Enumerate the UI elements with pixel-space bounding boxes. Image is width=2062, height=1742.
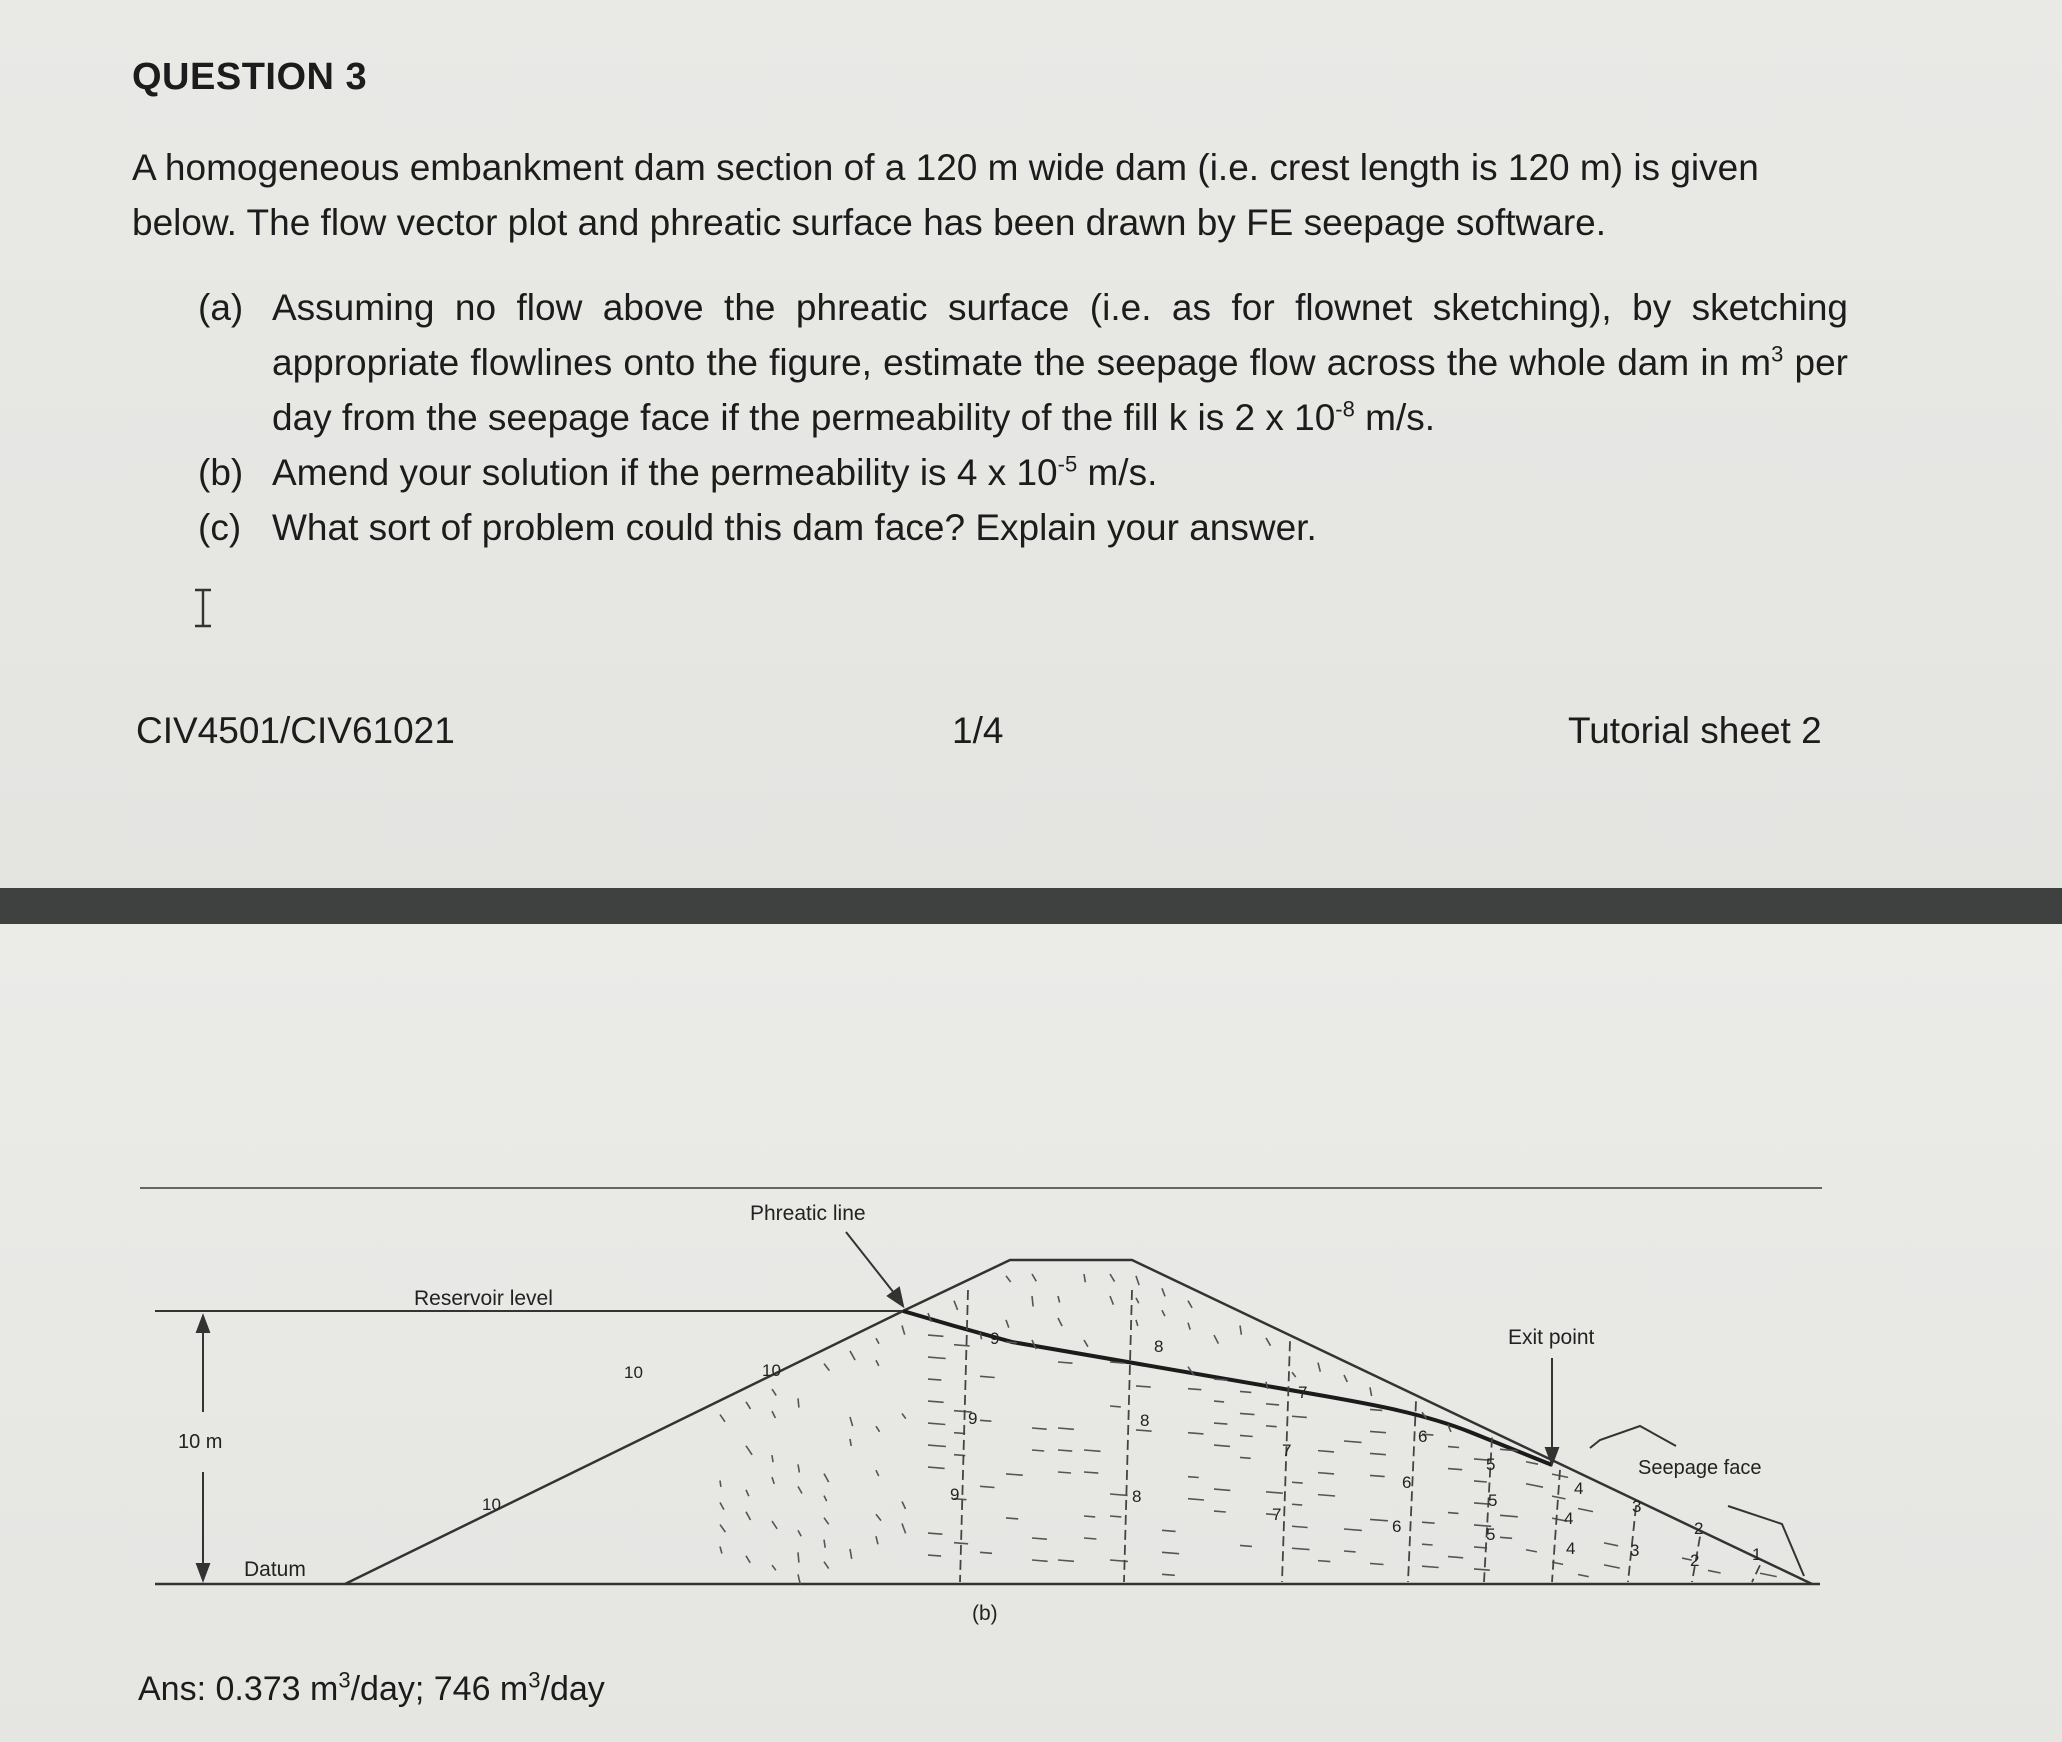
flow-vector-arrow <box>1162 1288 1165 1296</box>
flow-vector-arrow <box>1136 1386 1151 1387</box>
question-intro: A homogeneous embankment dam section of a 120 m wide dam (i.e. crest length is 120 m) is given below. The flow vector plot and phreatic surface has been drawn by FE seepage software. <box>132 147 1759 243</box>
part-b-text <box>272 445 1848 500</box>
flow-vector-arrow <box>902 1325 905 1334</box>
dam-outline <box>345 1260 1812 1584</box>
flow-vector-arrow <box>1110 1494 1128 1495</box>
flow-vector-arrow <box>1448 1469 1462 1470</box>
flow-vector-arrow <box>1292 1504 1302 1505</box>
dam-seepage-figure <box>0 1160 2062 1660</box>
answer-sup-2: 3 <box>528 1667 541 1693</box>
flow-vector-arrow <box>1162 1310 1165 1316</box>
flow-vector-arrow <box>850 1351 855 1360</box>
flow-vector-arrow <box>720 1547 722 1554</box>
flow-vector-arrow <box>954 1543 968 1544</box>
flow-vector-arrow <box>928 1467 945 1468</box>
flow-vector-arrow <box>1318 1363 1320 1372</box>
flow-vector-arrow <box>1058 1318 1062 1326</box>
equipotential-lines <box>960 1290 1760 1582</box>
flow-vector-arrow <box>1214 1423 1227 1424</box>
head-label: 4 <box>1564 1509 1574 1528</box>
flow-vector-arrow <box>876 1514 881 1520</box>
flow-vector-arrow <box>1344 1441 1362 1442</box>
flow-vector-arrow <box>1370 1475 1385 1476</box>
head-labels <box>482 1329 1761 1570</box>
phreatic-line <box>903 1311 1552 1465</box>
flow-vector-arrow <box>1188 1323 1190 1330</box>
seepage-face-bracket <box>1590 1426 1676 1448</box>
flow-vector-arrow <box>1032 1428 1047 1429</box>
flow-vector-arrow <box>928 1533 942 1534</box>
flow-vector-arrow <box>746 1512 751 1520</box>
head-label: 4 <box>1574 1479 1584 1498</box>
flow-vector-arrow <box>1214 1335 1218 1344</box>
part-c-label: (c) <box>198 507 242 548</box>
part-b <box>198 445 1848 500</box>
flow-vector-arrow <box>772 1455 773 1462</box>
flow-vector-arrow <box>772 1565 776 1570</box>
flow-vector-arrow <box>824 1540 825 1548</box>
flow-vector-arrow <box>1344 1551 1356 1552</box>
flow-vector-arrow <box>1370 1453 1386 1454</box>
head-label: 9 <box>950 1485 960 1504</box>
flow-vector-arrow <box>1474 1569 1490 1570</box>
flow-vector-arrow <box>1032 1560 1048 1561</box>
flow-vector-arrow <box>1162 1574 1175 1575</box>
flow-vector-arrow <box>1474 1503 1489 1504</box>
flow-vector-arrow <box>720 1503 724 1510</box>
flow-vector-arrow <box>1318 1451 1334 1452</box>
flow-vector-arrow <box>954 1301 958 1310</box>
part-a-label: (a) <box>198 287 244 328</box>
flow-vector-arrow <box>1708 1570 1721 1573</box>
flow-vector-arrow <box>720 1415 725 1422</box>
part-c-text: What sort of problem could this dam face? Explain your answer. <box>272 507 1317 548</box>
head-label: 1 <box>1752 1545 1762 1564</box>
figure-caption: (b) <box>972 1602 998 1625</box>
flow-vector-arrow <box>1500 1515 1518 1516</box>
part-b-sup-1: -5 <box>1057 451 1078 477</box>
flow-vector-arrow <box>772 1389 776 1395</box>
head-label: 4 <box>1566 1539 1576 1558</box>
flow-vector-arrow <box>980 1486 995 1487</box>
flow-vector-arrow <box>1006 1342 1017 1343</box>
flow-vector-arrow <box>1370 1519 1388 1520</box>
flow-vector-arrow <box>1292 1416 1307 1417</box>
flow-vector-arrow <box>824 1518 829 1525</box>
flow-vector-arrow <box>1136 1276 1139 1285</box>
flow-vector-arrow <box>980 1420 991 1421</box>
flow-vector-arrow <box>1006 1474 1023 1475</box>
part-a-sup-1: 3 <box>1771 341 1784 367</box>
flow-vector-arrow <box>1422 1544 1433 1545</box>
flow-vector-arrow <box>980 1552 992 1553</box>
part-b-text-1: Amend your solution if the permeability is 4 x 10 <box>272 452 1058 493</box>
flow-vector-arrow <box>1266 1492 1283 1493</box>
flow-vector-arrow <box>824 1364 829 1371</box>
flow-vector-arrow <box>1448 1447 1459 1448</box>
flow-vector-arrow <box>720 1481 721 1487</box>
flow-vector-arrow <box>1552 1496 1566 1499</box>
flow-vector-arrow <box>902 1501 906 1508</box>
flow-vector-arrow <box>1344 1375 1347 1382</box>
datum-label: Datum <box>244 1558 306 1581</box>
flow-vector-arrow <box>1266 1338 1271 1346</box>
flow-vector-arrow <box>902 1523 906 1533</box>
answer-sup-1: 3 <box>338 1667 351 1693</box>
head-label: 6 <box>1392 1517 1402 1536</box>
head-label: 2 <box>1690 1551 1700 1570</box>
flow-vector-arrow <box>876 1536 878 1544</box>
flow-vector-arrow <box>1214 1401 1224 1402</box>
head-label: 9 <box>968 1409 978 1428</box>
answer-line <box>138 1667 605 1709</box>
footer-sheet-title: Tutorial sheet 2 <box>1568 710 1822 751</box>
flow-vector-arrow <box>1058 1472 1071 1473</box>
flow-vector-arrow <box>1110 1296 1113 1305</box>
head-label: 5 <box>1486 1525 1496 1544</box>
flow-vector-arrow <box>876 1338 879 1343</box>
head-label: 5 <box>1488 1491 1498 1510</box>
part-a <box>198 280 1848 445</box>
phreatic-line-label: Phreatic line <box>750 1202 866 1225</box>
flow-vector-arrow <box>824 1562 829 1569</box>
flow-vector-arrow <box>1266 1404 1279 1405</box>
flow-vector-arrow <box>1526 1462 1538 1464</box>
flow-vector-arrow <box>1136 1320 1138 1326</box>
flow-vector-arrow <box>746 1490 749 1496</box>
head-label: 7 <box>1298 1383 1308 1402</box>
flow-vector-arrow <box>1058 1362 1073 1363</box>
part-a-text <box>272 280 1848 445</box>
head-label: 8 <box>1154 1337 1164 1356</box>
flow-vector-arrow <box>1448 1557 1463 1558</box>
flow-vector-arrow <box>1344 1529 1362 1530</box>
equipotential-line <box>1752 1565 1760 1582</box>
flow-vector-arrow <box>1318 1473 1334 1474</box>
flow-vector-arrow <box>1214 1445 1230 1446</box>
flow-vector-arrow <box>1032 1296 1033 1306</box>
flow-vector-arrow <box>1084 1450 1101 1451</box>
flow-vector-arrow <box>772 1477 774 1484</box>
flow-vector-arrow <box>1058 1428 1074 1429</box>
flow-vector-arrow <box>1240 1413 1255 1414</box>
flow-vector-arrow <box>1058 1560 1074 1561</box>
flow-vector-arrow <box>1162 1530 1176 1531</box>
question-title: QUESTION 3 <box>132 56 368 98</box>
part-a-text-3: m/s. <box>1354 397 1436 438</box>
flow-vector-arrow <box>1136 1430 1152 1431</box>
seepage-face-label: Seepage face <box>1638 1457 1762 1479</box>
flow-vector-arrow <box>1240 1391 1251 1392</box>
flow-vector-arrow <box>928 1335 943 1336</box>
flow-vector-arrow <box>1318 1561 1330 1562</box>
flow-vector-arrow <box>1032 1274 1036 1281</box>
head-label: 6 <box>1418 1427 1428 1446</box>
flow-vector-arrow <box>928 1445 946 1446</box>
flow-vector-arrow <box>1006 1276 1011 1282</box>
flow-vector-arrow <box>1292 1482 1303 1483</box>
footer-page-number: 1/4 <box>952 710 1004 751</box>
flow-vector-arrow <box>1188 1477 1199 1478</box>
flow-vector-arrow <box>1318 1495 1335 1496</box>
flow-vector-arrow <box>1474 1481 1487 1482</box>
head-label: 10 <box>624 1363 643 1382</box>
flow-vector-arrow <box>1500 1537 1512 1538</box>
flow-vector-arrow <box>1110 1516 1121 1517</box>
flow-vector-arrow <box>1084 1538 1096 1539</box>
part-b-label: (b) <box>198 452 244 493</box>
flow-vector-arrow <box>1526 1484 1543 1487</box>
flow-vector-arrow <box>1188 1301 1192 1308</box>
footer-course-code: CIV4501/CIV61021 <box>136 710 455 751</box>
height-label: 10 m <box>178 1431 223 1453</box>
head-label: 10 <box>482 1495 501 1514</box>
flow-vector-arrow <box>1292 1548 1310 1549</box>
head-label: 9 <box>990 1329 1000 1348</box>
head-label: 7 <box>1282 1441 1292 1460</box>
flow-vector-arrow <box>1110 1406 1121 1407</box>
flow-vector-arrow <box>1214 1379 1228 1380</box>
flow-vector-arrow <box>1006 1518 1018 1519</box>
flow-vector-arrow <box>1188 1499 1204 1500</box>
flow-vector-arrow <box>772 1411 775 1418</box>
head-label: 10 <box>762 1361 781 1380</box>
text-cursor-icon <box>192 588 214 628</box>
head-label: 6 <box>1402 1473 1412 1492</box>
flow-vector-arrow <box>1422 1522 1435 1523</box>
flow-vector-arrow <box>1188 1433 1204 1434</box>
flow-vector-arrow <box>798 1486 802 1493</box>
flow-vectors <box>720 1274 1777 1584</box>
flow-vector-arrow <box>1084 1274 1085 1282</box>
head-label: 2 <box>1694 1519 1704 1538</box>
answer-text-3: /day <box>540 1670 605 1708</box>
flow-vector-arrow <box>1448 1513 1459 1514</box>
flow-vector-arrow <box>1526 1550 1537 1552</box>
head-label: 7 <box>1272 1505 1282 1524</box>
part-a-text-1: Assuming no flow above the phreatic surface (i.e. as for flownet sketching), by sketching appropriate flowlines onto the figure, estimate the seepage flow across the whole dam in m <box>272 287 1848 383</box>
flow-vector-arrow <box>772 1521 777 1529</box>
flow-vector-arrow <box>1370 1431 1386 1432</box>
flow-vector-arrow <box>1240 1457 1251 1458</box>
flow-vector-arrow <box>1032 1450 1044 1451</box>
phreatic-pointer-arrow <box>846 1232 903 1306</box>
flow-vector-arrow <box>798 1398 799 1407</box>
flow-vector-arrow <box>1760 1573 1777 1576</box>
answer-text-1: Ans: 0.373 m <box>138 1670 339 1708</box>
flow-vector-arrow <box>1240 1325 1241 1334</box>
flow-vector-arrow <box>746 1446 752 1455</box>
flow-vector-arrow <box>1604 1543 1618 1546</box>
flow-vector-arrow <box>1266 1426 1277 1427</box>
flow-vector-arrow <box>1422 1566 1439 1567</box>
flow-vector-arrow <box>928 1555 941 1556</box>
flow-vector-arrow <box>824 1496 827 1501</box>
flow-vector-arrow <box>1578 1575 1589 1577</box>
head-label: 5 <box>1486 1455 1496 1474</box>
flow-vector-arrow <box>850 1439 851 1446</box>
flow-vector-arrow <box>1240 1545 1252 1546</box>
flow-vector-arrow <box>1084 1340 1088 1347</box>
flow-vector-arrow <box>1110 1362 1124 1363</box>
flow-vector-arrow <box>1006 1320 1009 1328</box>
flow-vector-arrow <box>1162 1552 1179 1553</box>
flow-vector-arrow <box>1240 1435 1253 1436</box>
flow-vector-arrow <box>1214 1489 1230 1490</box>
equipotential-line <box>960 1290 968 1582</box>
flow-vector-arrow <box>746 1402 751 1409</box>
answer-text-2: /day; 746 m <box>350 1670 529 1708</box>
flow-vector-arrow <box>746 1556 750 1563</box>
part-a-sup-2: -8 <box>1335 396 1355 422</box>
flow-vector-arrow <box>1110 1274 1115 1282</box>
flow-vector-arrow <box>720 1525 725 1533</box>
equipotential-line <box>1124 1290 1132 1582</box>
flow-vector-arrow <box>1292 1372 1296 1377</box>
flow-vector-arrow <box>824 1474 829 1482</box>
flow-vector-arrow <box>1578 1509 1593 1512</box>
flow-vector-arrow <box>1370 1409 1382 1410</box>
flow-vector-arrow <box>1058 1450 1072 1451</box>
part-c <box>198 500 1848 555</box>
flow-vector-arrow <box>1370 1563 1384 1564</box>
flow-vector-arrow <box>1032 1538 1047 1539</box>
flow-vector-arrow <box>928 1401 944 1402</box>
equipotential-line <box>1552 1470 1560 1582</box>
page-gap-shadow <box>0 888 2062 924</box>
flow-vector-arrow <box>928 1379 941 1380</box>
flow-vector-arrow <box>876 1360 879 1366</box>
flow-vector-arrow <box>1214 1511 1226 1512</box>
question-parts <box>198 280 1848 555</box>
flow-vector-arrow <box>876 1470 879 1476</box>
seepage-face-pointer <box>1728 1506 1804 1576</box>
flow-vector-arrow <box>1084 1472 1098 1473</box>
flow-vector-arrow <box>1188 1389 1201 1390</box>
flow-vector-arrow <box>1604 1565 1620 1568</box>
flow-vector-arrow <box>798 1530 801 1536</box>
flow-vector-arrow <box>876 1426 880 1432</box>
flow-vector-arrow <box>1084 1516 1095 1517</box>
exit-point-label: Exit point <box>1508 1326 1595 1349</box>
flow-vector-arrow <box>980 1376 995 1377</box>
head-label: 3 <box>1632 1497 1642 1516</box>
exit-point-arrow <box>1546 1358 1558 1464</box>
flow-vector-arrow <box>1292 1526 1308 1527</box>
flow-vector-arrow <box>1370 1387 1372 1396</box>
head-label: 8 <box>1132 1487 1142 1506</box>
equipotential-line <box>1282 1341 1290 1582</box>
reservoir-level-label: Reservoir level <box>414 1287 553 1310</box>
flow-vector-arrow <box>850 1549 852 1559</box>
flow-vector-arrow <box>850 1417 853 1426</box>
flow-vector-arrow <box>928 1357 946 1358</box>
flow-vector-arrow <box>798 1552 799 1562</box>
part-b-text-2: m/s. <box>1077 452 1158 493</box>
head-label: 3 <box>1630 1541 1640 1560</box>
head-label: 8 <box>1140 1411 1150 1430</box>
part-a-text-2: per day from the seepage face if the permeability of the fill k is 2 x 10 <box>272 342 1848 438</box>
flow-vector-arrow <box>798 1464 799 1472</box>
flow-vector-arrow <box>1058 1296 1060 1303</box>
flow-vector-arrow <box>928 1423 945 1424</box>
flow-vector-arrow <box>902 1413 906 1418</box>
flow-vector-arrow <box>1136 1298 1139 1303</box>
